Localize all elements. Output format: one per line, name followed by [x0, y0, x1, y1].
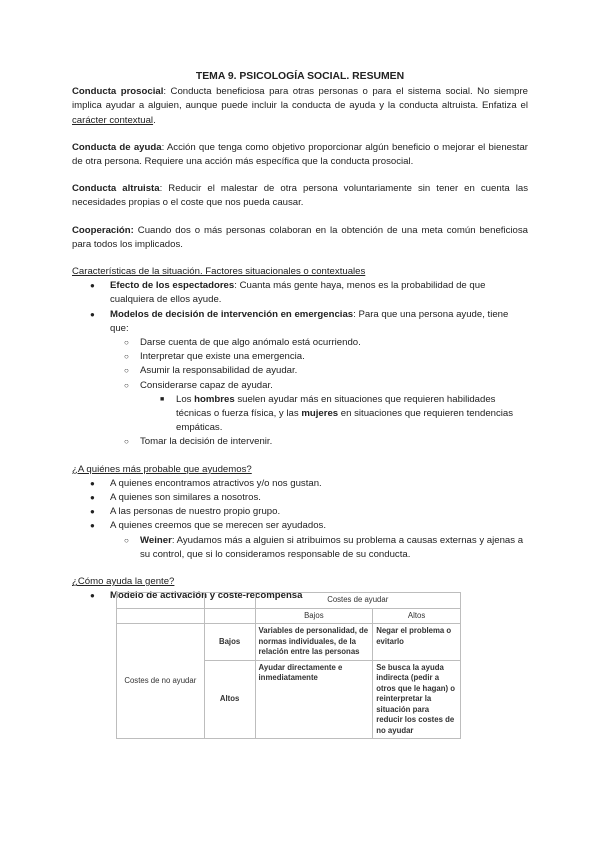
list-item	[72, 308, 528, 336]
table-empty-cell	[117, 593, 205, 609]
cost-reward-table	[116, 592, 461, 739]
term-prosocial: Conducta prosocial	[72, 86, 164, 98]
cell-alto-bajo: Ayudar directamente e inmediatamente	[255, 660, 373, 739]
weiner-list	[110, 534, 528, 562]
cell-alto-alto: Se busca la ayuda indirecta (pedir a otros que le hagan) o reinterpretar la situación para reducir los costes de no ayudar	[373, 660, 461, 739]
section-heading-como: ¿Cómo ayuda la gente?	[72, 576, 175, 588]
table-empty-cell	[117, 608, 205, 624]
term-modelos: Modelos de decisión de intervención en emergencias	[110, 308, 354, 320]
list-item: ○ Considerarse capaz de ayudar.	[110, 379, 528, 393]
term-cooperacion: Cooperación:	[72, 224, 134, 236]
def-ayuda	[72, 141, 528, 169]
list-item: ● A quienes encontramos atractivos y/o nos gustan.	[72, 477, 528, 491]
pasos-final-list	[110, 435, 528, 449]
list-item	[110, 534, 528, 562]
list-item	[72, 279, 528, 307]
genero-pre: Los	[176, 393, 195, 405]
list-item: ○ Darse cuenta de que algo anómalo está ocurriendo.	[110, 336, 528, 350]
def-prosocial-end: .	[153, 114, 156, 126]
term-weiner: Weiner	[140, 534, 172, 546]
table-empty-cell	[204, 593, 255, 609]
def-cooperacion-text: Cuando dos o más personas colaboran en la obtención de una meta común beneficiosa para todos los implicados.	[72, 224, 528, 250]
term-mujeres: mujeres	[301, 408, 339, 420]
term-modelo: Modelo de activación y coste-recompensa	[110, 590, 303, 602]
genero-list	[110, 393, 528, 436]
cell-bajo-alto: Negar el problema o evitarlo	[373, 624, 461, 661]
list-item: ○ Tomar la decisión de intervenir.	[110, 435, 528, 449]
list-item: ● A quienes son similares a nosotros.	[72, 491, 528, 505]
list-item: ● A quienes creemos que se merecen ser ayudados.	[72, 519, 528, 533]
section-heading-situacion: Características de la situación. Factores situacionales o contextuales	[72, 266, 366, 278]
header-altos: Altos	[373, 608, 461, 624]
header-bajos: Bajos	[255, 608, 373, 624]
list-item: ● A las personas de nuestro propio grupo.	[72, 505, 528, 519]
espectadores-text: : Cuanta más gente haya, menos es la probabilidad de que cualquiera de ellos ayude.	[110, 280, 486, 306]
term-altruista: Conducta altruista	[72, 183, 160, 195]
document-page	[72, 70, 528, 604]
term-hombres: hombres	[194, 393, 235, 405]
list-item: ○ Asumir la responsabilidad de ayudar.	[110, 364, 528, 378]
page-title: TEMA 9. PSICOLOGÍA SOCIAL. RESUMEN	[195, 71, 405, 82]
def-cooperacion	[72, 224, 528, 252]
def-prosocial-link: carácter contextual	[72, 114, 154, 126]
list-item: ○ Interpretar que existe una emergencia.	[110, 350, 528, 364]
situacion-list	[72, 279, 528, 336]
genero-mid: suelen ayudar más en situaciones que requieren habilidades técnicas o fuerza física, y las	[176, 393, 496, 420]
term-espectadores: Efecto de los espectadores	[110, 280, 235, 292]
table-empty-cell	[204, 608, 255, 624]
header-costes-ayudar: Costes de ayudar	[255, 593, 460, 609]
section-heading-quienes: ¿A quiénes más probable que ayudemos?	[72, 463, 252, 475]
quienes-list	[72, 477, 528, 534]
def-altruista	[72, 182, 528, 210]
cell-bajo-bajo: Variables de personalidad, de normas individuales, de la relación entre las personas	[255, 624, 373, 661]
genero-end: en situaciones que requieren tendencias empáticas.	[176, 408, 514, 434]
pasos-list	[110, 336, 528, 393]
def-altruista-text: : Reducir el malestar de otra persona voluntariamente sin tener en cuenta las necesidades propias o el coste que nos pueda causar.	[72, 183, 528, 209]
list-item	[140, 393, 528, 436]
row-header-costes-no-ayudar: Costes de no ayudar	[117, 624, 205, 739]
modelos-text: : Para que una persona ayude, tiene que:	[110, 308, 509, 334]
weiner-text: : Ayudamos más a alguien si atribuimos su problema a causas externas y ajenas a su control, que si lo consideramos responsable de su conducta.	[140, 534, 524, 560]
row-header-bajos: Bajos	[204, 624, 255, 661]
row-header-altos: Altos	[204, 660, 255, 739]
def-ayuda-text: : Acción que tenga como objetivo proporcionar algún beneficio o mejorar el bienestar de otra persona. Requiere una acción más específica que la conducta prosocial.	[72, 141, 528, 168]
def-prosocial-text: : Conducta beneficiosa para otras personas o para el sistema social. No siempre implica ayudar a alguien, aunque puede incluir la conducta de ayuda y la conducta altruista. Enfatiza el	[72, 86, 528, 112]
term-ayuda: Conducta de ayuda	[72, 141, 162, 153]
def-prosocial	[72, 85, 528, 128]
